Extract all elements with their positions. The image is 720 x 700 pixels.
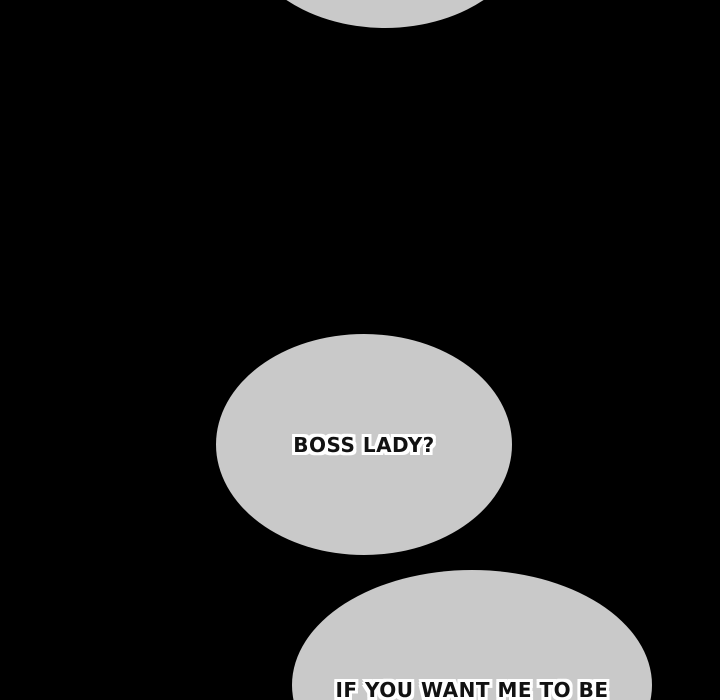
speech-bubble-middle [216, 334, 512, 555]
speech-bubble-bottom [292, 570, 652, 700]
dialogue-text-middle: BOSS LADY? [293, 432, 435, 457]
dialogue-text-bottom: IF YOU WANT ME TO BE [335, 678, 609, 700]
speech-bubble-top [237, 0, 533, 28]
